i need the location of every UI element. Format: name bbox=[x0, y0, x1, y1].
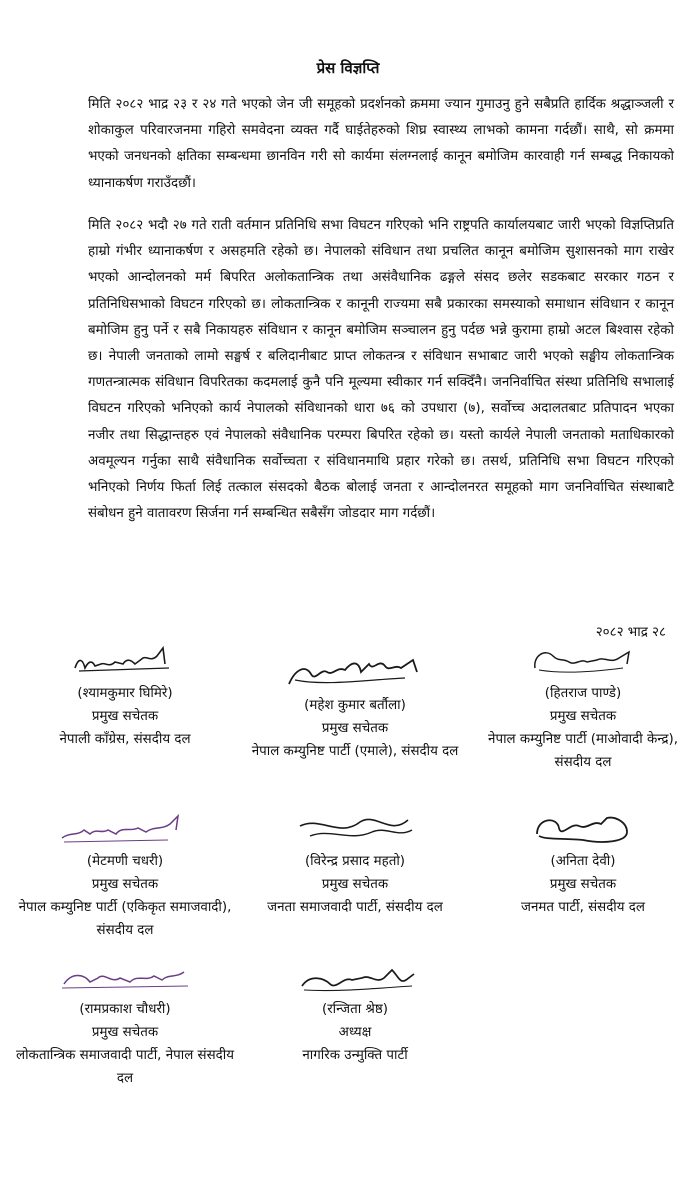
document-title: प्रेस विज्ञप्ति bbox=[316, 59, 380, 77]
signatory-post: प्रमुख सचेतक bbox=[321, 877, 389, 892]
paragraph-condolence: मिति २०८२ भाद्र २३ र २४ गते भएको जेन जी समूहको प्रदर्शनको क्रममा ज्यान गुमाउनु हुने सबैप्रति हार्दिक श्रद्धाञ्जली र शोकाकुल परिवारजनमा गहिरो समवेदना व्यक्त गर्दै घाईतेहरुको शिघ्र स्वास्थ्य लाभको कामना गर्दछौं। साथै, सो क्रममा भएको जनधनको क्षतिका सम्बन्धमा छानविन गरी सो कार्यमा संलग्नलाई कानून बमोजिम कारवाही गर्न सम्बद्ध निकायको ध्यानाकर्षण गराउँदछौं। bbox=[88, 97, 674, 191]
signatory-organization: नागरिक उन्मुक्ति पार्टी bbox=[302, 1048, 408, 1063]
signature-image bbox=[10, 638, 240, 680]
signatory-name: (महेश कुमार बर्तौला) bbox=[304, 698, 406, 713]
release-date: २०८२ भाद्र २८ bbox=[595, 625, 666, 640]
signature-image bbox=[10, 960, 240, 996]
signatory-organization: लोकतान्त्रिक समाजवादी पार्टी, नेपाल संसदीय दल bbox=[16, 1048, 234, 1086]
signature-image bbox=[250, 650, 460, 692]
signatory-block bbox=[250, 650, 460, 763]
signatory-block bbox=[250, 960, 460, 1067]
signatory-organization: नेपाली काँग्रेस, संसदीय दल bbox=[59, 732, 191, 747]
signatory-block bbox=[10, 638, 240, 751]
signature-image bbox=[10, 808, 240, 848]
signatory-organization: नेपाल कम्युनिष्ट पार्टी (माओवादी केन्द्र), संसदीय दल bbox=[488, 732, 678, 770]
signature-image bbox=[250, 808, 460, 848]
signatory-block bbox=[10, 960, 240, 1090]
signatory-post: प्रमुख सचेतक bbox=[549, 709, 617, 724]
signatory-name: (श्यामकुमार घिमिरे) bbox=[77, 686, 173, 701]
signatory-organization: नेपाल कम्युनिष्ट पार्टी (एकिकृत समाजवादी), संसदीय दल bbox=[18, 900, 232, 938]
signatory-name: (मेटमणी चधरी) bbox=[86, 854, 164, 869]
signatory-post: प्रमुख सचेतक bbox=[91, 709, 159, 724]
signatory-post: प्रमुख सचेतक bbox=[91, 877, 159, 892]
signature-image bbox=[478, 638, 688, 680]
signature-image bbox=[478, 808, 688, 848]
signatory-block bbox=[10, 808, 240, 942]
signatory-organization: जनता समाजवादी पार्टी, संसदीय दल bbox=[267, 900, 443, 915]
signatory-block bbox=[250, 808, 460, 919]
signatory-name: (हितराज पाण्डे) bbox=[544, 686, 622, 701]
signatory-organization: नेपाल कम्युनिष्ट पार्टी (एमाले), संसदीय दल bbox=[251, 744, 459, 759]
signature-image bbox=[250, 960, 460, 996]
signatory-post: अध्यक्ष bbox=[338, 1025, 372, 1040]
signatory-name: (अनिता देवी) bbox=[550, 854, 616, 869]
paragraph-dissolution-objection: मिति २०८२ भदौ २७ गते राती वर्तमान प्रतिनिधि सभा विघटन गरिएको भनि राष्ट्रपति कार्यालयबाट जारी भएको विज्ञप्तिप्रति हाम्रो गंभीर ध्यानाकर्षण र असहमति रहेको छ। नेपालको संविधान तथा प्रचलित कानून बमोजिम सुशासनको माग राखेर भएको आन्दोलनको मर्म बिपरित अलोकतान्त्रिक तथा असंवैधानिक ढङ्गले संसद छलेर सडकबाट सरकार गठन र प्रतिनिधिसभाको विघटन गरिएको छ। लोकतान्त्रिक र कानूनी राज्यमा सबै प्रकारका समस्याको समाधान संविधान र कानून बमोजिम हुनु पर्ने र सबै निकायहरु संविधान र कानून बमोजिम सञ्चालन हुनु पर्दछ भन्ने कुरामा हाम्रो अटल बिश्वास रहेको छ। नेपाली जनताको लामो सङ्घर्ष र बलिदानीबाट प्राप्त लोकतन्त्र र संविधान सभाबाट जारी भएको सङ्घीय लोकतान्त्रिक गणतन्त्रात्मक संविधान विपरितका कदमलाई कुनै पनि मूल्यमा स्वीकार गर्न सक्दिँनै। जननिर्वाचित संस्था प्रतिनिधि सभालाई विघटन गरिएको भनिएको कार्य नेपालको संविधानको धारा ७६ को उपधारा (७), सर्वोच्च अदालतबाट प्रतिपादन भएका नजीर तथा सिद्धान्तहरु एवं नेपालको संवैधानिक परम्परा बिपरित रहेको छ। यस्तो कार्यले नेपाली जनताको मताधिकारको अवमूल्यन गर्नुका साथै संवैधानिक सर्वोच्चता र संविधानमाथि प्रहार गरेको छ। तसर्थ, प्रतिनिधि सभा विघटन गरिएको भनिएको निर्णय फिर्ता लिई तत्काल संसदको बैठक बोलाई जनता र आन्दोलनरत समूहको माग जननिर्वाचित संस्थाबाटै संबोधन हुने वातावरण सिर्जना गर्न सम्बन्धित सबैसँग जोडदार माग गर्दछौं। bbox=[88, 218, 674, 522]
signatory-organization: जनमत पार्टी, संसदीय दल bbox=[521, 900, 645, 915]
signatory-block bbox=[478, 638, 688, 774]
signatory-post: प्रमुख सचेतक bbox=[549, 877, 617, 892]
signatory-post: प्रमुख सचेतक bbox=[321, 721, 389, 736]
signatory-block bbox=[478, 808, 688, 919]
signatory-name: (विरेन्द्र प्रसाद महतो) bbox=[304, 854, 406, 869]
signatory-name: (रन्जिता श्रेष्ठ) bbox=[321, 1002, 389, 1017]
signatory-name: (रामप्रकाश चौधरी) bbox=[79, 1002, 171, 1017]
signatory-post: प्रमुख सचेतक bbox=[91, 1025, 159, 1040]
